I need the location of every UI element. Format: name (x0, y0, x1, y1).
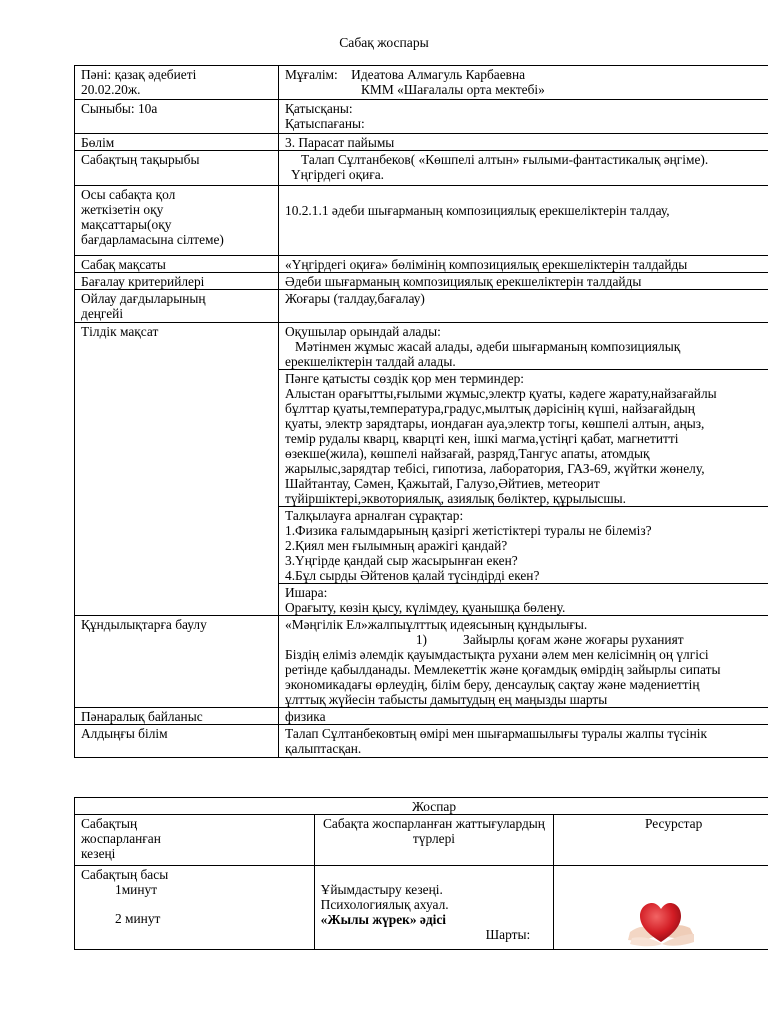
stage-header-line: кезеңі (81, 846, 116, 861)
topic-line-2: Үңгірдегі оқиға. (291, 167, 385, 182)
prior-label: Алдыңғы білім (75, 725, 279, 758)
activities-column-header: Сабақта жоспарланған жаттығулардың түрлері (314, 815, 554, 866)
hands-heart-image (624, 892, 696, 950)
values-line-1: «Мәңгілік Ел»жалпыұлттық идеясының құндылығы. (285, 617, 588, 632)
values-item-text: Зайырлы қоғам және жоғары руханият (463, 632, 684, 647)
question-item: 3.Үңгірде қандай сыр жасырынған екен? (285, 553, 518, 568)
objectives-value: 10.2.1.1 әдеби шығарманың композициялық ерекшеліктерін талдау, (285, 203, 670, 218)
table-row (75, 273, 768, 290)
vocab-line: Алыстан орағытты,ғылыми жұмыс,электр қуаты, кәдеге жарату,найзағайлы (285, 386, 717, 401)
question-item: 4.Бұл сырды Әйтенов қалай түсіндірді екен? (285, 568, 540, 583)
thinking-value: Жоғары (талдау,бағалау) (279, 290, 768, 323)
hint-text: Орағыту, көзін қысу, күлімдеу, қуанышқа бөлену. (285, 600, 566, 615)
question-item: 1.Физика ғалымдарының қазіргі жетістіктері туралы не білеміз? (285, 523, 652, 538)
vocab-line: Шайтантау, Сәмен, Қажытай, Галузо,Әйтиев, метеорит (285, 476, 600, 491)
section-value: 3. Парасат пайымы (279, 134, 768, 151)
table-row (75, 66, 768, 100)
questions-block (279, 506, 768, 583)
language-can-line: Мәтінмен жұмыс жасай алады, әдеби шығарманың композициялық (285, 339, 681, 354)
time-2: 2 минут (115, 911, 161, 926)
stage-cell (75, 866, 315, 950)
questions-title: Талқылауға арналған сұрақтар: (285, 508, 464, 523)
table-row (75, 798, 768, 815)
cross-value: физика (279, 708, 768, 725)
table-row (75, 186, 768, 256)
table-row (75, 815, 768, 866)
vocab-line: қуаты, электр зарядтары, иондаған ауа,электр тогы, көшпелі алтын, аңыз, (285, 416, 705, 431)
values-label: Құндылықтарға баулу (75, 616, 279, 708)
subject-cell (75, 66, 279, 100)
teacher-line (285, 67, 768, 82)
language-cell (279, 323, 768, 616)
thinking-label-line: Ойлау дағдыларының (81, 291, 206, 306)
values-cell (279, 616, 768, 708)
goal-value: «Үңгірдегі оқиға» бөлімінің композициялық ерекшеліктерін талдайды (279, 256, 768, 273)
attended-label: Қатысқаны: (285, 101, 353, 116)
time-1: 1минут (115, 882, 158, 897)
table-row (75, 323, 768, 616)
objectives-value-cell (279, 186, 768, 256)
subject-label: Пәні: қазақ әдебиеті (81, 67, 197, 82)
vocab-title: Пәнге қатысты сөздік қор мен терминдер: (285, 371, 524, 386)
stage-header-line: жоспарланған (81, 831, 161, 846)
hint-title: Ишара: (285, 585, 328, 600)
prior-cell (279, 725, 768, 758)
values-item (285, 632, 768, 647)
teacher-cell (279, 66, 768, 100)
table-row (75, 256, 768, 273)
school-name: КММ «Шағалалы орта мектебі» (361, 82, 545, 97)
criteria-label: Бағалау критерийлері (75, 273, 279, 290)
teacher-label: Мұғалім: (285, 67, 338, 82)
stage-start: Сабақтың басы (81, 867, 169, 882)
thinking-label (75, 290, 279, 323)
language-label: Тілдік мақсат (75, 323, 279, 616)
table-row (75, 134, 768, 151)
vocab-line: өзекше(жила), көшпелі найзағай, разряд,Тангус апаты, атомдық (285, 446, 650, 461)
vocab-line: жарылыс,зарядтар тебісі, гипотиза, лаборатория, ГАЗ-69, жүйтки жөнелу, (285, 461, 705, 476)
resources-column-header: Ресурстар (554, 815, 768, 866)
activity-method: «Жылы жүрек» әдісі (320, 912, 447, 927)
section-label: Бөлім (75, 134, 279, 151)
attendance-cell (279, 100, 768, 134)
thinking-label-line: деңгейі (81, 306, 124, 321)
values-text-line: экономикадағы өрлеудің, білім беру, денсаулық сақтау және мәдениеттің (285, 677, 700, 692)
stage-header-line: Сабақтың (81, 816, 138, 831)
objectives-label-line: Осы сабақта қол (81, 187, 176, 202)
criteria-value: Әдеби шығарманың композициялық ерекшеліктерін талдайды (279, 273, 768, 290)
topic-line-1: Талап Сұлтанбеков( «Көшпелі алтын» ғылыми-фантастикалық әңгіме). (301, 152, 709, 167)
language-can-line: ерекшеліктерін талдай алады. (285, 354, 456, 369)
objectives-label (75, 186, 279, 256)
hint-block (279, 583, 768, 615)
topic-cell (279, 151, 768, 186)
values-text-line: ретінде қабылданады. Мемлекеттік және қоғамдық өмірдің зайырлы сипаты (285, 662, 721, 677)
teacher-name: Идеатова Алмагуль Карбаевна (351, 67, 526, 82)
table-row (75, 725, 768, 758)
table-row (75, 708, 768, 725)
question-item: 2.Қиял мен ғылымның аражігі қандай? (285, 538, 508, 553)
activity-line: Шарты: (485, 927, 531, 942)
date-text: 20.02.20ж. (81, 82, 141, 97)
activities-cell (314, 866, 554, 950)
prior-line: қалыптасқан. (285, 741, 362, 756)
lesson-info-table (74, 65, 768, 758)
prior-line: Талап Сұлтанбековтың өмірі мен шығармашылығы туралы жалпы түсінік (285, 726, 707, 741)
objectives-label-line: жеткізетін оқу (81, 202, 164, 217)
objectives-label-line: бағдарламасына сілтеме) (81, 232, 224, 247)
topic-label: Сабақтың тақырыбы (75, 151, 279, 186)
vocab-line: темір рудалы кварц, кварцті кен, ішкі магма,үстіңгі қабат, магнетитті (285, 431, 679, 446)
document-title: Сабақ жоспары (339, 35, 429, 50)
cross-label: Пәнаралық байланыс (75, 708, 279, 725)
values-text-line: Біздің еліміз әлемдік қауымдастықта рухани әлем мен келісімнің оң үлгісі (285, 647, 709, 662)
goal-label: Сабақ мақсаты (75, 256, 279, 273)
vocab-line: түйіршіктері,эквоториялық, азиялық бөліктер, құрылысшы. (285, 491, 627, 506)
objectives-label-line: мақсаттары(оқу (81, 217, 172, 232)
language-can-title: Оқушылар орындай алады: (285, 324, 441, 339)
heart-icon (624, 892, 696, 950)
activity-line: Психологиялық ахуал. (320, 897, 449, 912)
table-row (75, 616, 768, 708)
table-row (75, 100, 768, 134)
activity-line: Ұйымдастыру кезеңі. (320, 882, 443, 897)
values-item-number: 1) (415, 632, 427, 647)
vocab-block (279, 369, 768, 506)
absent-label: Қатыспағаны: (285, 116, 365, 131)
stage-column-header (75, 815, 315, 866)
table-row (75, 151, 768, 186)
table-row (75, 290, 768, 323)
values-text-line: ұлттық жүйесін табысты дамытудың ең маңызды шарты (285, 692, 608, 707)
vocab-line: бұлттар қуаты,температура,градус,мылтық дәрісінің күші, найзағайдың (285, 401, 695, 416)
plan-header: Жоспар (75, 798, 768, 815)
grade-cell: Сыныбы: 10а (75, 100, 279, 134)
